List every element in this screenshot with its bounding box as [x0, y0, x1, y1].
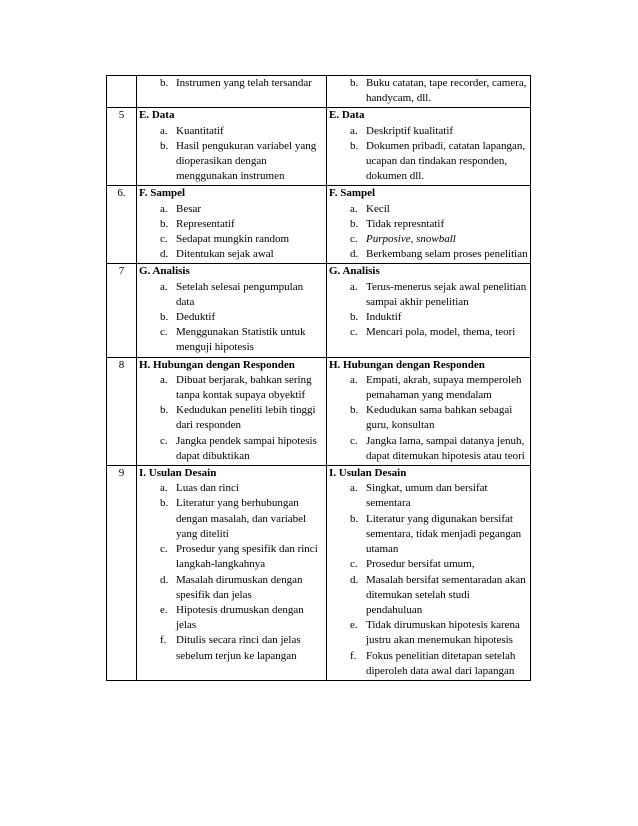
list-item-text: Luas dan rinci [176, 482, 239, 495]
qualitative-cell [327, 466, 531, 681]
list-marker: a. [350, 280, 358, 293]
list-marker: a. [350, 373, 358, 386]
list-item [350, 247, 528, 262]
list-item [350, 124, 528, 139]
list-item [350, 618, 528, 648]
list-item-text: Jangka pendek sampai hipotesis dapat dibuktikan [176, 434, 317, 462]
list-marker: b. [350, 77, 359, 89]
list-item-text: Kedudukan peneliti lebih tinggi dari responden [176, 404, 316, 432]
section-heading: F. Sampel [329, 187, 376, 200]
list-item-text: Empati, akrab, supaya memperoleh pemahaman yang mendalam [366, 373, 522, 402]
list-marker: a. [350, 482, 358, 495]
section-heading: I. Usulan Desain [139, 467, 217, 480]
row-number [107, 76, 137, 108]
list-item-text: Induktif [366, 311, 402, 324]
list-marker: d. [350, 248, 359, 261]
item-list [329, 124, 528, 185]
item-list [329, 76, 528, 106]
list-marker: d. [160, 573, 169, 586]
list-marker: c. [350, 233, 358, 246]
list-item-text: Tidak represntatif [366, 217, 445, 230]
list-item-text: Dibuat berjarak, bahkan sering tanpa kontak supaya obyektif [176, 373, 312, 402]
item-list [139, 124, 324, 185]
list-marker: b. [350, 512, 359, 525]
row-number: 9 [107, 466, 137, 681]
list-marker: a. [350, 124, 358, 137]
list-item-text: Literatur yang berhubungan dengan masalah, dan variabel yang diteliti [176, 497, 307, 540]
list-item-text: Setelah selesai pengumpulan data [176, 280, 304, 308]
list-marker: f. [160, 634, 167, 647]
list-marker: b. [160, 311, 169, 324]
list-marker: c. [160, 233, 168, 246]
list-marker: b. [350, 217, 359, 230]
list-item-text: Tidak dirumuskan hipotesis karena justru akan menemukan hipotesis [366, 619, 520, 647]
list-item [160, 434, 324, 464]
section-heading: E. Data [329, 109, 365, 122]
list-item-text: Prosedur yang spesifik dan rinci langkah-langkahnya [176, 543, 318, 571]
list-item-text: Singkat, umum dan bersifat sementara [366, 482, 488, 510]
list-marker: c. [350, 434, 358, 447]
list-item-text: Kuantitatif [176, 124, 224, 137]
list-item [350, 481, 528, 511]
list-item [160, 280, 324, 310]
quantitative-cell [137, 186, 327, 264]
section-heading: F. Sampel [139, 187, 186, 200]
list-marker: d. [350, 573, 359, 586]
list-item-text: Hasil pengukuran variabel yang dioperasikan dengan menggunakan instrumen [176, 139, 317, 183]
list-item-text: Prosedur bersifat umum, [366, 558, 475, 571]
quantitative-cell [137, 357, 327, 465]
list-item [160, 310, 324, 325]
list-item [350, 512, 528, 558]
section-heading: H. Hubungan dengan Responden [139, 358, 295, 371]
list-item-text: Dokumen pribadi, catatan lapangan, ucapan dan tindakan responden, dokumen dll. [366, 139, 526, 183]
list-item-text: Hipotesis drumuskan dengan jelas [176, 603, 304, 632]
list-marker: a. [160, 124, 168, 137]
list-marker: c. [350, 558, 358, 571]
table-row [107, 186, 531, 264]
list-item [350, 202, 528, 217]
list-item [350, 434, 528, 464]
list-item-text: Deduktif [176, 311, 216, 324]
list-item [160, 633, 324, 663]
item-list [329, 373, 528, 464]
row-number: 8 [107, 357, 137, 465]
list-item [160, 202, 324, 217]
list-item [350, 373, 528, 403]
quantitative-cell [137, 108, 327, 186]
list-item [160, 247, 324, 262]
table-body [107, 76, 531, 681]
list-item [350, 232, 528, 247]
list-marker: a. [160, 373, 168, 386]
list-item-text: Representatif [176, 217, 235, 230]
item-list [139, 202, 324, 263]
list-item [350, 76, 528, 106]
list-marker: e. [350, 619, 358, 632]
list-item-text: Terus-menerus sejak awal penelitian sampai akhir penelitian [366, 280, 527, 308]
list-marker: c. [160, 326, 168, 339]
list-item [350, 573, 528, 619]
list-item [160, 325, 324, 355]
list-item-text: Kedudukan sama bahkan sebagai guru, konsultan [366, 404, 513, 432]
quantitative-cell [137, 466, 327, 681]
list-item [160, 139, 324, 185]
list-item [350, 217, 528, 232]
list-item [160, 373, 324, 403]
list-item [350, 325, 528, 340]
list-item-text: Masalah dirumuskan dengan spesifik dan jelas [176, 573, 303, 601]
list-marker: b. [160, 217, 169, 230]
list-item-text: Berkembang selam proses penelitian [366, 248, 528, 261]
list-marker: a. [160, 482, 168, 495]
section-heading: G. Analisis [139, 265, 190, 278]
list-item [350, 139, 528, 185]
list-item-text: Buku catatan, tape recorder, camera, handycam, dll. [366, 77, 527, 105]
qualitative-cell [327, 357, 531, 465]
list-item [160, 403, 324, 433]
list-item-text: Instrumen yang telah tersandar [176, 77, 312, 89]
table-row [107, 357, 531, 465]
quantitative-cell [137, 264, 327, 357]
list-item-text: Menggunakan Statistik untuk menguji hipotesis [176, 326, 306, 354]
item-list [139, 481, 324, 663]
list-marker: e. [160, 603, 168, 616]
item-list [329, 202, 528, 263]
list-marker: b. [160, 77, 169, 89]
list-item [350, 280, 528, 310]
quantitative-cell [137, 76, 327, 108]
list-item-text: Kecil [366, 202, 390, 215]
list-item [350, 557, 528, 572]
list-item-text: Fokus penelitian ditetapan setelah diperoleh data awal dari lapangan [366, 649, 516, 677]
table-row [107, 108, 531, 186]
list-marker: b. [350, 311, 359, 324]
list-item [160, 232, 324, 247]
list-item [160, 542, 324, 572]
list-marker: b. [350, 139, 359, 152]
list-item-text: Literatur yang digunakan bersifat sementara, tidak menjadi pegangan utaman [366, 512, 522, 556]
list-item [160, 573, 324, 603]
list-item [350, 649, 528, 679]
list-marker: c. [160, 543, 168, 556]
table-row [107, 264, 531, 357]
qualitative-cell [327, 264, 531, 357]
table-row [107, 76, 531, 108]
list-item [160, 603, 324, 633]
item-list [139, 373, 324, 464]
list-marker: b. [160, 404, 169, 417]
section-heading: G. Analisis [329, 265, 380, 278]
list-marker: a. [160, 202, 168, 215]
row-number: 6. [107, 186, 137, 264]
list-marker: c. [160, 434, 168, 447]
list-item [160, 496, 324, 542]
item-list [139, 76, 324, 91]
list-item-text: Besar [176, 202, 202, 215]
comparison-table [106, 75, 531, 681]
list-item [350, 403, 528, 433]
row-number: 7 [107, 264, 137, 357]
list-item-text: Mencari pola, model, thema, teori [366, 326, 516, 339]
list-item-text: Purposive, snowball [366, 233, 456, 246]
item-list [329, 481, 528, 679]
section-heading: I. Usulan Desain [329, 467, 407, 480]
list-item [160, 217, 324, 232]
list-marker: c. [350, 326, 358, 339]
list-item [350, 310, 528, 325]
list-item [160, 76, 324, 91]
table-row [107, 466, 531, 681]
item-list [139, 280, 324, 356]
list-item-text: Sedapat mungkin random [176, 233, 290, 246]
item-list [329, 280, 528, 341]
list-item-text: Deskriptif kualitatif [366, 124, 454, 137]
list-item-text: Ditentukan sejak awal [176, 248, 274, 261]
list-marker: a. [350, 202, 358, 215]
list-item-text: Ditulis secara rinci dan jelas sebelum terjun ke lapangan [176, 634, 301, 662]
list-marker: b. [350, 404, 359, 417]
row-number: 5 [107, 108, 137, 186]
list-marker: d. [160, 248, 169, 261]
list-item-text: Masalah bersifat sementaradan akan ditemukan setelah studi pendahuluan [366, 573, 526, 616]
qualitative-cell [327, 76, 531, 108]
section-heading: H. Hubungan dengan Responden [329, 358, 485, 371]
list-item [160, 124, 324, 139]
qualitative-cell [327, 108, 531, 186]
list-marker: a. [160, 280, 168, 293]
section-heading: E. Data [139, 109, 175, 122]
list-item [160, 481, 324, 496]
list-marker: f. [350, 649, 357, 662]
qualitative-cell [327, 186, 531, 264]
list-marker: b. [160, 497, 169, 510]
list-marker: b. [160, 139, 169, 152]
list-item-text: Jangka lama, sampai datanya jenuh, dapat ditemukan hipotesis atau teori [366, 434, 525, 462]
